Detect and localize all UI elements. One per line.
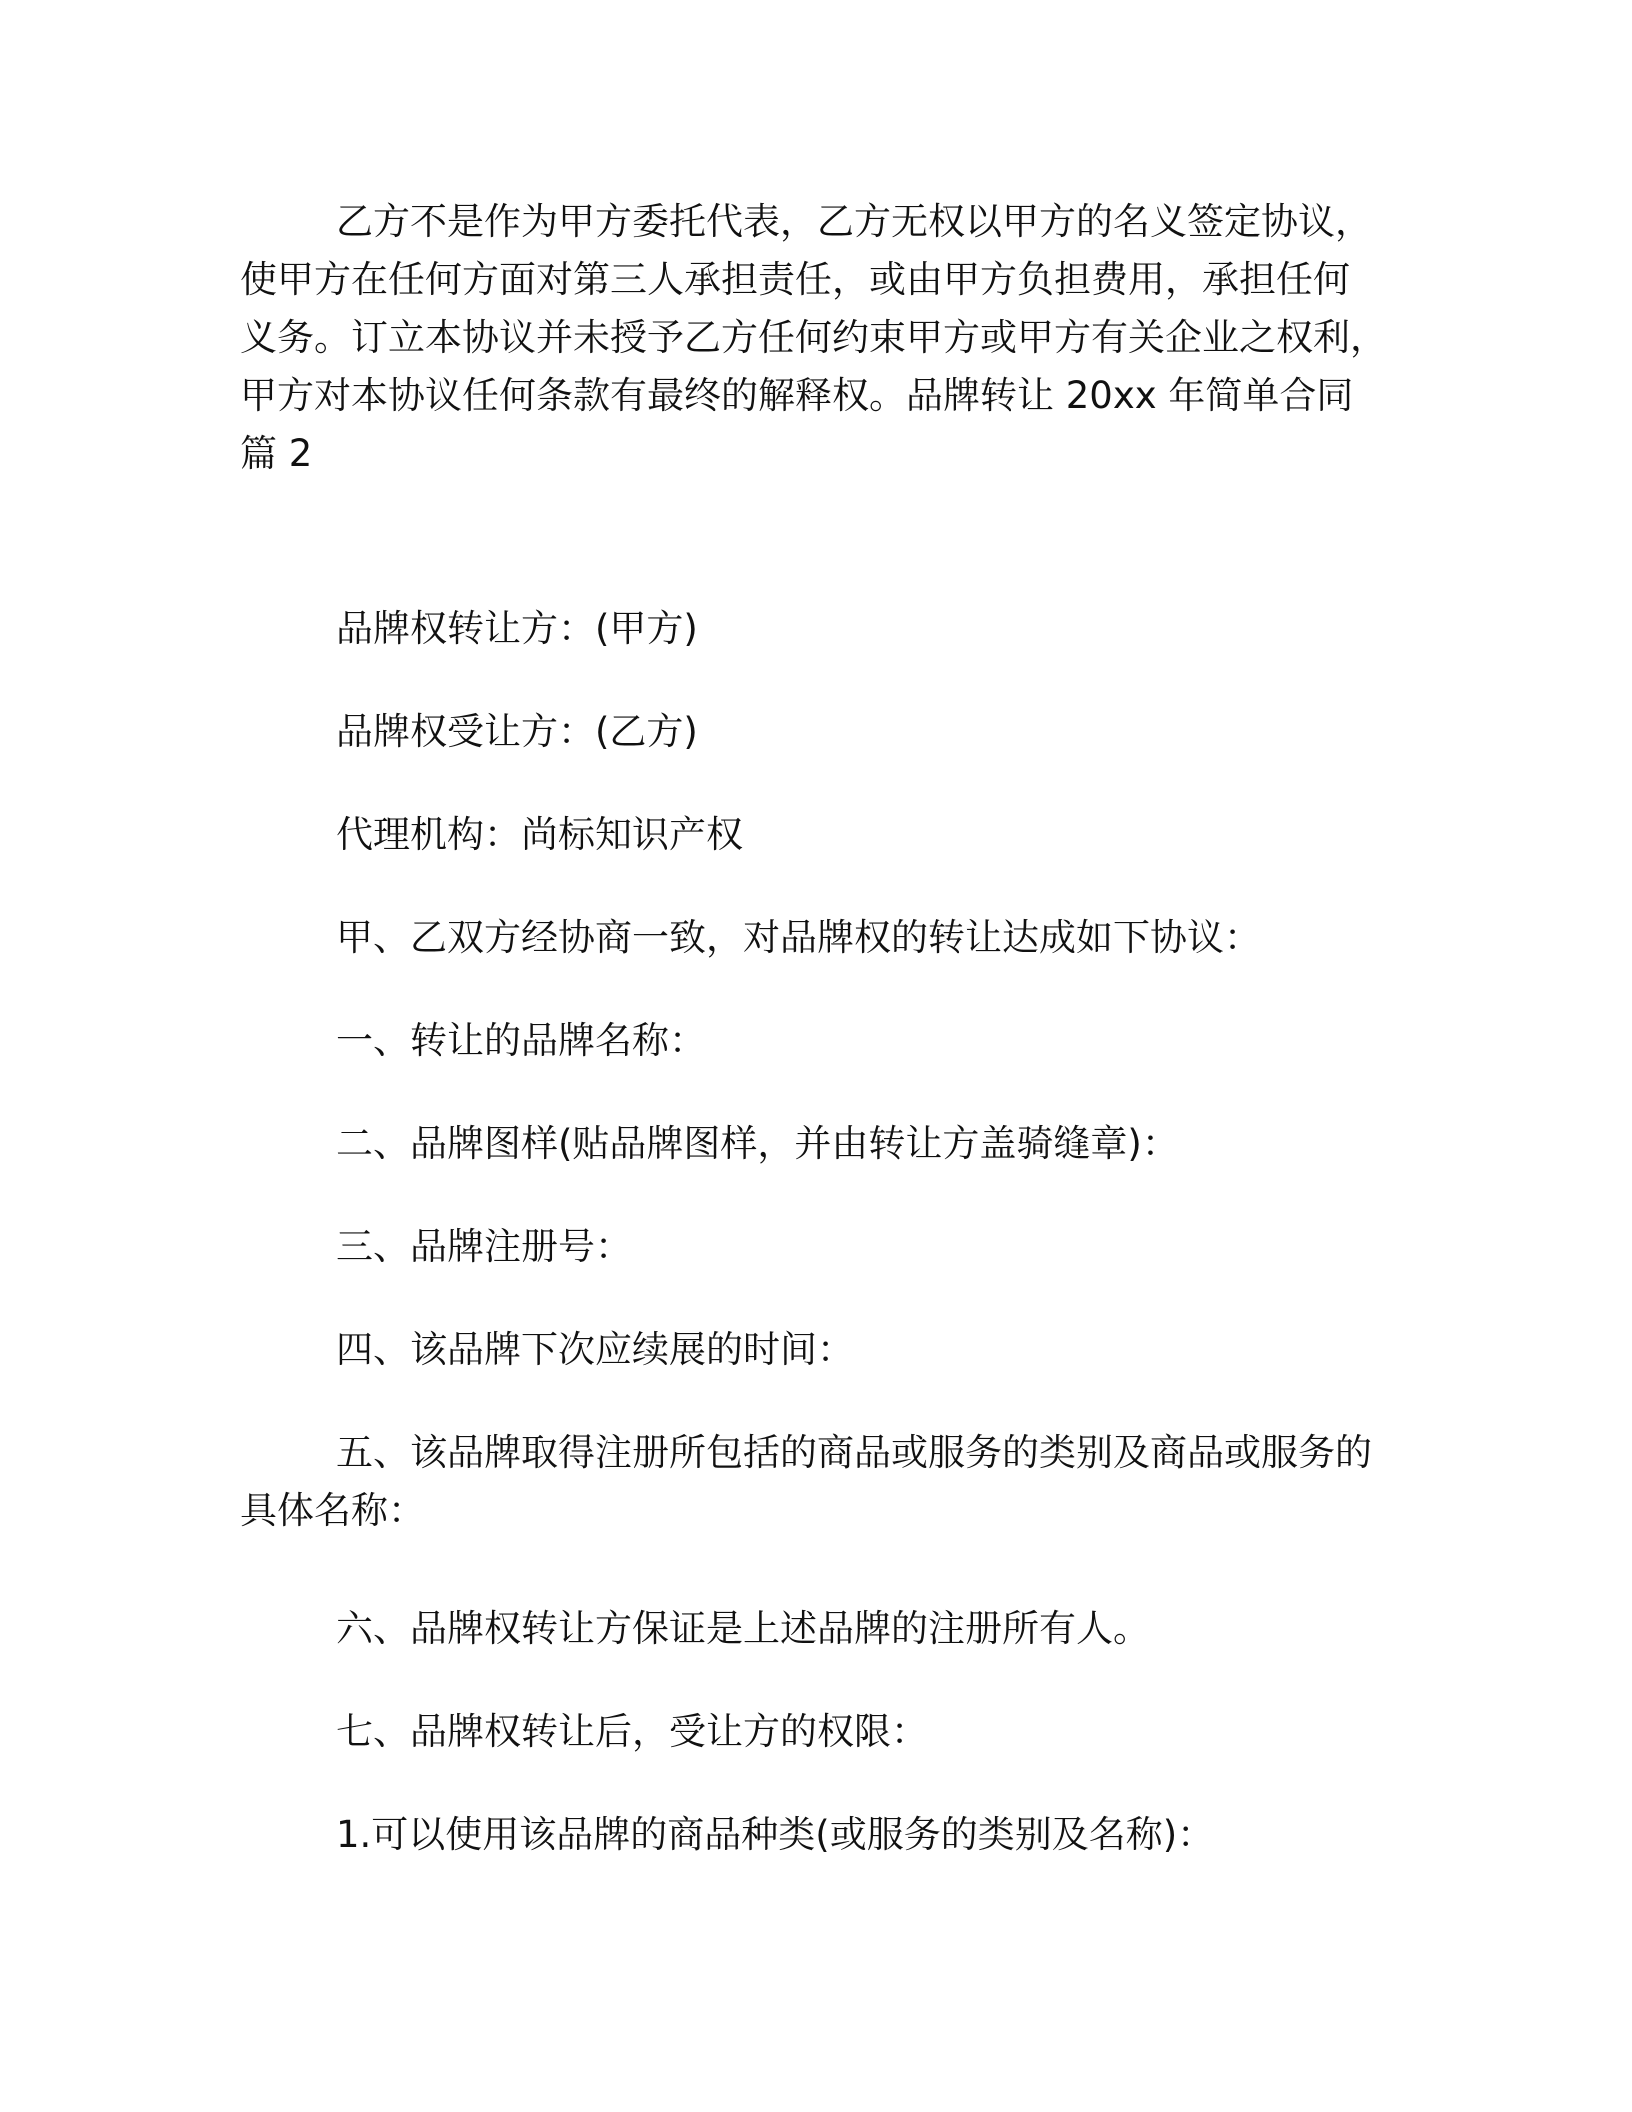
transferor-line [240,600,1390,658]
paragraph-line: 五、该品牌取得注册所包括的商品或服务的类别及商品或服务的 [336,1431,1372,1474]
clause-5 [240,1424,1390,1540]
paragraph-line: 具体名称： [240,1489,425,1532]
paragraph-line: 品牌权转让方：(甲方) [336,607,698,650]
paragraph-line: 品牌权受让方：(乙方) [336,710,698,753]
transferee-line [240,703,1390,761]
paragraph-line: 七、品牌权转让后，受让方的权限： [336,1710,928,1753]
paragraph-line: 乙方不是作为甲方委托代表，乙方无权以甲方的名义签定协议， [336,200,1372,243]
clause-4 [240,1321,1390,1379]
clause-7-item-1 [240,1806,1390,1864]
paragraph-line: 代理机构：尚标知识产权 [336,813,743,856]
paragraph-line: 六、品牌权转让方保证是上述品牌的注册所有人。 [336,1607,1150,1650]
paragraph-agency-disclaimer [240,193,1390,483]
clause-2 [240,1115,1390,1173]
paragraph-line: 一、转让的品牌名称： [336,1019,706,1062]
clause-1 [240,1012,1390,1070]
paragraph-line: 使甲方在任何方面对第三人承担责任，或由甲方负担费用，承担任何 [240,258,1350,301]
paragraph-line: 义务。订立本协议并未授予乙方任何约束甲方或甲方有关企业之权利， [240,316,1387,359]
paragraph-line: 甲、乙双方经协商一致，对品牌权的转让达成如下协议： [336,916,1261,959]
paragraph-line: 四、该品牌下次应续展的时间： [336,1328,854,1371]
agency-line [240,806,1390,864]
clause-7 [240,1703,1390,1761]
paragraph-line: 二、品牌图样(贴品牌图样，并由转让方盖骑缝章)： [336,1122,1179,1165]
clause-6 [240,1600,1390,1658]
paragraph-line: 甲方对本协议任何条款有最终的解释权。品牌转让 20xx 年简单合同 [240,374,1354,417]
agreement-intro [240,909,1390,967]
paragraph-line: 三、品牌注册号： [336,1225,632,1268]
paragraph-line: 1.可以使用该品牌的商品种类(或服务的类别及名称)： [336,1813,1215,1856]
paragraph-line: 篇 2 [240,432,313,475]
clause-3 [240,1218,1390,1276]
